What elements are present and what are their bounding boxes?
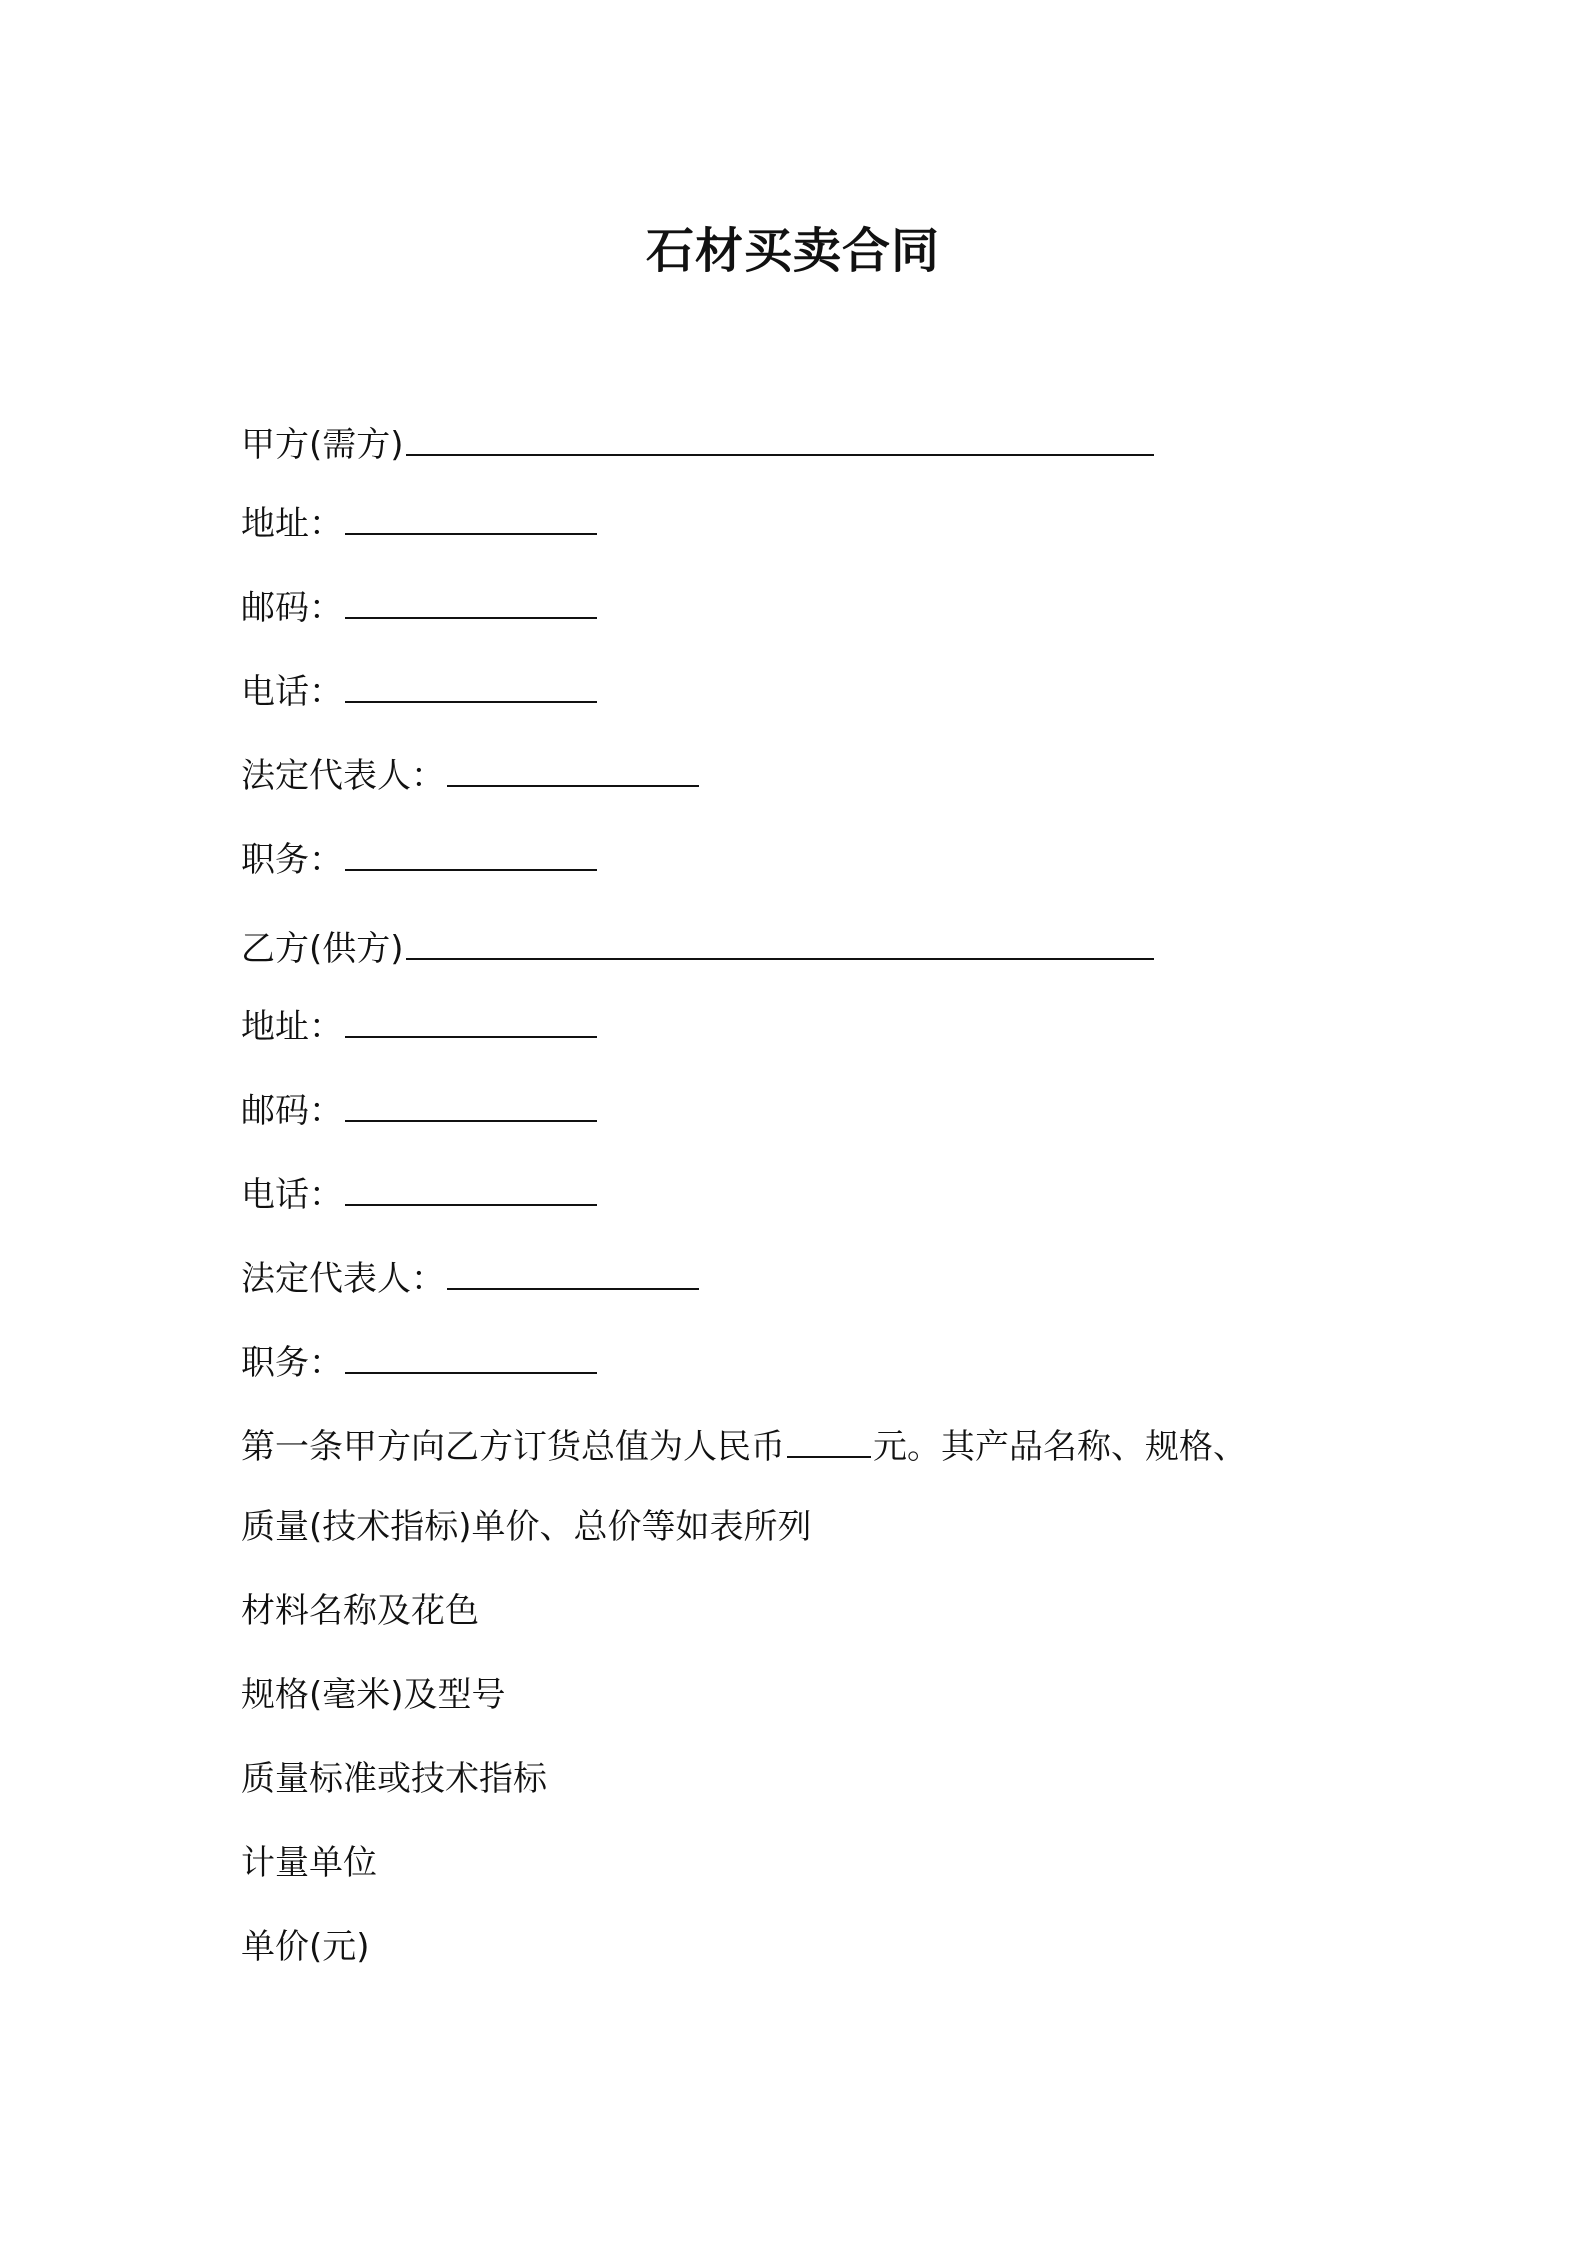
party-b-postcode-blank <box>345 1090 597 1122</box>
party-b-position-blank <box>345 1342 597 1374</box>
clause-1-text-before: 第一条甲方向乙方订货总值为人民币 <box>241 1427 785 1467</box>
clause-1-line <box>241 1426 1247 1467</box>
party-a-heading: 甲方(需方) <box>241 425 404 465</box>
party-b-legal-rep-label: 法定代表人： <box>241 1259 445 1299</box>
party-a-phone-blank <box>345 671 597 703</box>
party-a-heading-line <box>241 424 1154 465</box>
party-a-phone-line <box>241 671 597 712</box>
party-b-legal-rep-blank <box>447 1258 699 1290</box>
party-b-address-line <box>241 1006 597 1047</box>
party-a-position-blank <box>345 839 597 871</box>
party-a-postcode-line <box>241 587 597 628</box>
party-b-heading: 乙方(供方) <box>241 929 404 969</box>
party-a-phone-label: 电话： <box>241 672 343 712</box>
party-a-name-blank <box>406 424 1154 456</box>
table-item-specification: 规格(毫米)及型号 <box>241 1675 506 1715</box>
party-b-legal-rep-line <box>241 1258 699 1299</box>
party-a-postcode-blank <box>345 587 597 619</box>
clause-1-continuation-line <box>241 1507 812 1547</box>
party-a-legal-rep-blank <box>447 755 699 787</box>
party-a-position-label: 职务： <box>241 840 343 880</box>
party-b-name-blank <box>406 928 1154 960</box>
clause-1-amount-blank <box>787 1426 871 1458</box>
party-b-address-blank <box>345 1006 597 1038</box>
party-a-legal-rep-label: 法定代表人： <box>241 756 445 796</box>
party-b-phone-label: 电话： <box>241 1175 343 1215</box>
clause-1-text-after: 元。其产品名称、规格、 <box>873 1427 1247 1467</box>
party-b-phone-blank <box>345 1174 597 1206</box>
party-a-position-line <box>241 839 597 880</box>
party-b-address-label: 地址： <box>241 1007 343 1047</box>
party-a-postcode-label: 邮码： <box>241 588 343 628</box>
party-a-address-line <box>241 503 597 544</box>
party-b-position-line <box>241 1342 597 1383</box>
party-a-address-label: 地址： <box>241 504 343 544</box>
clause-1-continuation: 质量(技术指标)单价、总价等如表所列 <box>241 1507 812 1547</box>
document-title: 石材买卖合同 <box>645 223 940 279</box>
party-b-postcode-line <box>241 1090 597 1131</box>
table-item-unit: 计量单位 <box>241 1843 377 1883</box>
party-b-postcode-label: 邮码： <box>241 1091 343 1131</box>
party-a-address-blank <box>345 503 597 535</box>
table-item-unit-price: 单价(元) <box>241 1927 370 1967</box>
table-item-quality-standard: 质量标准或技术指标 <box>241 1759 547 1799</box>
table-item-material-name: 材料名称及花色 <box>241 1591 479 1631</box>
party-b-heading-line <box>241 928 1154 969</box>
party-b-phone-line <box>241 1174 597 1215</box>
party-a-legal-rep-line <box>241 755 699 796</box>
party-b-position-label: 职务： <box>241 1343 343 1383</box>
